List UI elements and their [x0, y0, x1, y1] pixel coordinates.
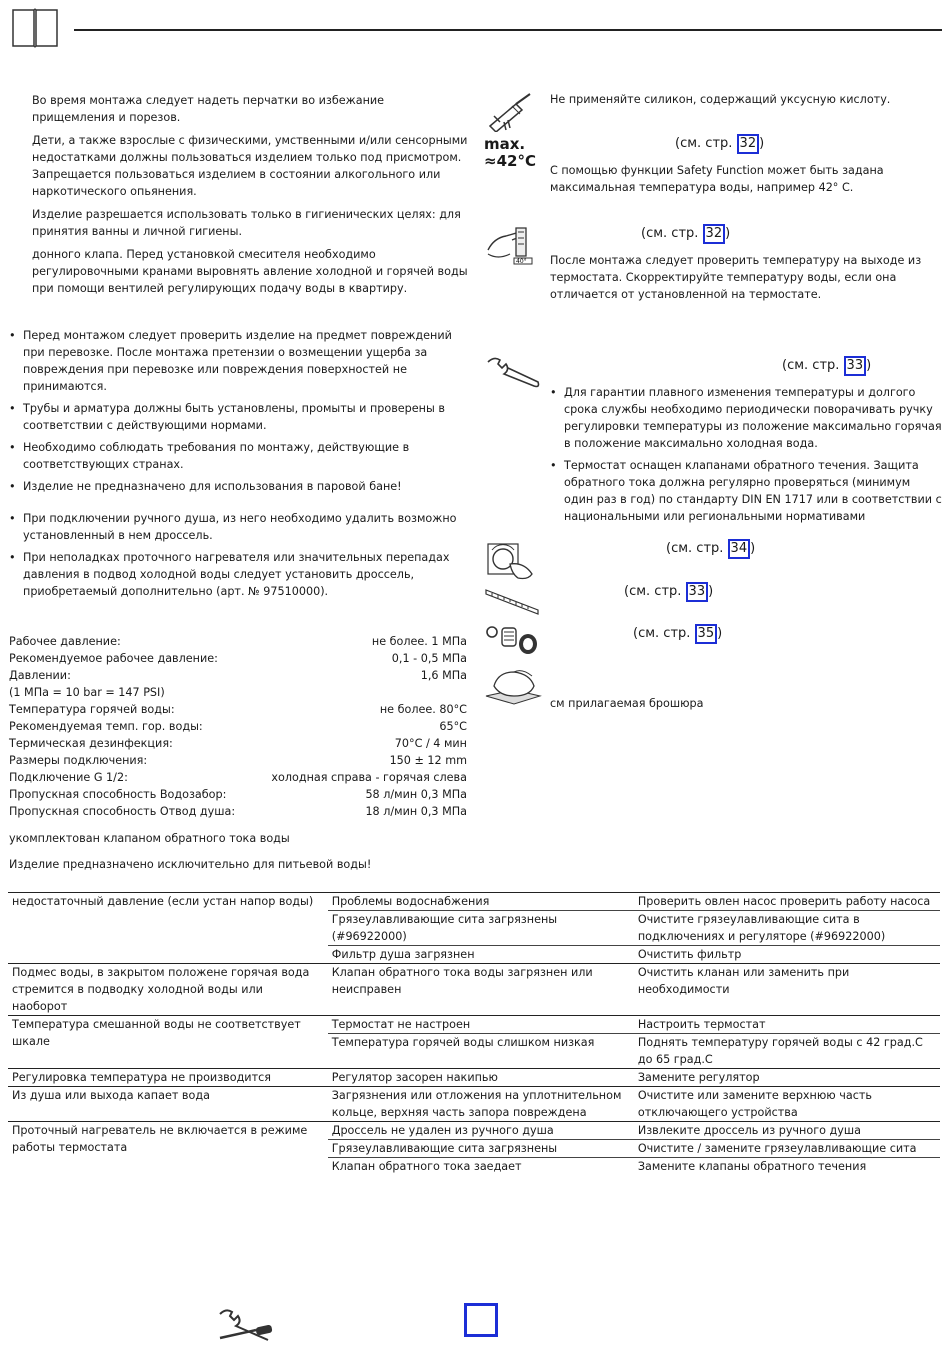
- hand-shower-bullets: [9, 510, 469, 605]
- cause-cell: Регулятор засорен накипью: [328, 1069, 634, 1087]
- scale-icon: [484, 586, 540, 620]
- silicone-gun-icon: [486, 92, 534, 136]
- tools-icon: [216, 1308, 276, 1352]
- spec-row: [9, 718, 467, 735]
- ref-suffix: ): [866, 358, 872, 373]
- table-row: [8, 893, 940, 911]
- table-row: [8, 1122, 940, 1140]
- spec-value: холодная справа - горячая слева: [271, 771, 467, 784]
- cause-cell: Грязеулавливающие сита загрязнены: [328, 1140, 634, 1158]
- troubleshooting-table: [8, 892, 940, 1175]
- ref-page-32a: [675, 134, 764, 154]
- spec-label: Подключение G 1/2:: [9, 771, 128, 784]
- spec-row: [9, 803, 467, 820]
- spec-value: 0,1 - 0,5 МПа: [391, 652, 467, 665]
- safety-paragraph: Изделие разрешается использовать только в гигиенических целях: для принятия ванны и личной гигиены.: [32, 208, 461, 238]
- fault-cell: Из душа или выхода капает вода: [8, 1087, 328, 1122]
- table-row: [8, 964, 940, 1016]
- spec-value: 70°C / 4 мин: [394, 737, 467, 750]
- cause-cell: Грязеулавливающие сита загрязнены (#96922000): [328, 911, 634, 946]
- spec-value: не более. 80°C: [379, 703, 467, 716]
- spec-label: Рекомендуемое рабочее давление:: [9, 652, 218, 665]
- spec-value: 150 ± 12 mm: [389, 754, 467, 767]
- fault-cell: Регулировка температура не производится: [8, 1069, 328, 1087]
- spec-row: [9, 650, 467, 667]
- ref-suffix: ): [759, 136, 765, 151]
- ref-page-33a: [782, 356, 871, 376]
- spec-value: не более. 1 МПа: [371, 635, 467, 648]
- knob-turn-icon: [484, 540, 538, 586]
- spec-value: 58 л/мин 0,3 МПа: [365, 788, 467, 801]
- page-ref-link[interactable]: 32: [703, 224, 726, 244]
- ref-prefix: (см. стр.: [641, 226, 699, 241]
- ref-prefix: (см. стр.: [675, 136, 733, 151]
- spec-label: Рабочее давление:: [9, 635, 121, 648]
- maintenance-bullet: • Термостат оснащен клапанами обратного течения. Защита обратного тока должна регулярно проверяться (минимум один раз в год) по стандарту DIN EN 1717 или в соответствии с национальными или региональными нормативами: [550, 457, 942, 525]
- spec-row: [9, 769, 467, 786]
- cause-cell: Фильтр душа загрязнен: [328, 946, 634, 964]
- remedy-cell: Настроить термостат: [634, 1016, 940, 1034]
- check-valve-note: укомплектован клапаном обратного тока воды: [9, 832, 290, 845]
- safety-function-text: С помощью функции Safety Function может быть задана максимальная температура воды, например 42° C.: [550, 164, 884, 194]
- spec-label: Температура горячей воды:: [9, 703, 175, 716]
- page-ref-link[interactable]: 33: [686, 582, 709, 602]
- maintenance-bullets: [550, 384, 942, 530]
- spec-row: [9, 701, 467, 718]
- thermostat-hand-icon: [486, 220, 538, 270]
- install-bullet: • Изделие не предназначено для использования в паровой бане!: [9, 478, 469, 495]
- remedy-cell: Очистите или замените верхнюю часть отключающего устройства: [634, 1087, 940, 1122]
- cause-cell: Температура горячей воды слишком низкая: [328, 1034, 634, 1069]
- silicone-note: Не применяйте силикон, содержащий уксусную кислоту.: [550, 93, 891, 106]
- safety-paragraph: Дети, а также взрослые с физическими, умственными и/или сенсорными недостатками должны пользоваться изделием только под присмотром. Запрещается пользоваться изделием в состоянии алкогольного или наркотического опьянения.: [32, 134, 468, 198]
- max-temp-label: ≈42°C: [484, 152, 536, 170]
- remedy-cell: Очистите грязеулавливающие сита в подключениях и регуляторе (#96922000): [634, 911, 940, 946]
- spec-row: [9, 752, 467, 769]
- spec-row: [9, 633, 467, 650]
- spec-value: 18 л/мин 0,3 МПа: [365, 805, 467, 818]
- ref-suffix: ): [717, 626, 723, 641]
- remedy-cell: Поднять температуру горячей воды с 42 град.С до 65 град.С: [634, 1034, 940, 1069]
- ref-prefix: (см. стр.: [624, 584, 682, 599]
- header-rule: [74, 29, 942, 31]
- fault-cell: Проточный нагреватель не включается в режиме работы термостата: [8, 1122, 328, 1176]
- wrench-icon: [484, 354, 542, 394]
- fault-cell: недостаточный давление (если устан напор воды): [8, 893, 328, 964]
- cause-cell: Термостат не настроен: [328, 1016, 634, 1034]
- hand-shower-bullet: • При неполадках проточного нагревателя или значительных перепадах давления в подвод холодной воды следует установить дроссель, приобретаемый дополнительно (арт. № 97510000).: [9, 549, 469, 600]
- ref-page-35: [633, 624, 722, 644]
- cleaning-hand-icon: [484, 666, 542, 710]
- ref-page-32b: [641, 224, 730, 244]
- brochure-note: см прилагаемая брошюра: [550, 697, 704, 710]
- spec-label: Пропускная способность Отвод душа:: [9, 805, 236, 818]
- cause-cell: Дроссель не удален из ручного душа: [328, 1122, 634, 1140]
- remedy-cell: Извлеките дроссель из ручного душа: [634, 1122, 940, 1140]
- maintenance-bullet: • Для гарантии плавного изменения температуры и долгого срока службы необходимо периодически поворачивать ручку регулировки температуры из положение максимально горячая в положение максимально холодная вода.: [550, 384, 942, 452]
- cause-cell: Клапан обратного тока воды загрязнен или неисправен: [328, 964, 634, 1016]
- cause-cell: Проблемы водоснабжения: [328, 893, 634, 911]
- ref-suffix: ): [708, 584, 714, 599]
- page-ref-link[interactable]: 32: [737, 134, 760, 154]
- spec-label: Давлении:: [9, 669, 71, 682]
- max-label: max.: [484, 135, 526, 153]
- safety-section: [32, 92, 468, 303]
- spec-value: 65°C: [439, 720, 467, 733]
- install-bullet: • Трубы и арматура должны быть установлены, промыты и проверены в соответствии с действующими нормами.: [9, 400, 469, 434]
- ref-prefix: (см. стр.: [782, 358, 840, 373]
- open-book-icon: [10, 6, 60, 52]
- valve-parts-icon: [484, 622, 542, 662]
- ref-prefix: (см. стр.: [633, 626, 691, 641]
- remedy-cell: Замените регулятор: [634, 1069, 940, 1087]
- hand-shower-bullet: • При подключении ручного душа, из него необходимо удалить возможно установленный в нем дроссель.: [9, 510, 469, 544]
- remedy-cell: Очистите / замените грязеулавливающие сита: [634, 1140, 940, 1158]
- table-row: [8, 1087, 940, 1122]
- spec-row: [9, 667, 467, 684]
- ref-page-34: [666, 539, 755, 559]
- svg-text:40°: 40°: [516, 258, 527, 265]
- spec-row: [9, 735, 467, 752]
- troubleshooting-section: [8, 892, 940, 1175]
- install-bullet: • Необходимо соблюдать требования по монтажу, действующие в соответствующих странах.: [9, 439, 469, 473]
- install-bullets: [9, 327, 469, 500]
- drinking-water-note: Изделие предназначено исключительно для питьевой воды!: [9, 858, 372, 871]
- spec-label: Размеры подключения:: [9, 754, 148, 767]
- ref-prefix: (см. стр.: [666, 541, 724, 556]
- remedy-cell: Замените клапаны обратного течения: [634, 1158, 940, 1176]
- table-row: [8, 1069, 940, 1087]
- ref-suffix: ): [725, 226, 731, 241]
- thermostat-check-text: После монтажа следует проверить температуру на выходе из термостата. Скорректируйте температуру воды, если она отличается от установленной на термостате.: [550, 254, 922, 301]
- remedy-cell: Проверить овлен насос проверить работу насоса: [634, 893, 940, 911]
- spec-label: Термическая дезинфекция:: [9, 737, 173, 750]
- page-ref-link[interactable]: 34: [728, 539, 751, 559]
- fault-cell: Температура смешанной воды не соответствует шкале: [8, 1016, 328, 1069]
- ref-page-33b: [624, 582, 713, 602]
- spec-label: (1 МПа = 10 bar = 147 PSI): [9, 686, 165, 699]
- install-bullet: • Перед монтажом следует проверить изделие на предмет повреждений при перевозке. После монтажа претензии о возмещении ущерба за повреждения при перевозке или повреждения поверхностей не принимаются.: [9, 327, 469, 395]
- remedy-cell: Очистить фильтр: [634, 946, 940, 964]
- cause-cell: Загрязнения или отложения на уплотнительном кольце, верхняя часть запора повреждена: [328, 1087, 634, 1122]
- safety-paragraph: донного клапа. Перед установкой смесителя необходимо регулировочными кранами выровнять авление холодной и горячей воды при помощи вентилей регулирующих подачу воды в квартиру.: [32, 248, 468, 295]
- spec-table: [9, 633, 467, 820]
- spec-row: [9, 786, 467, 803]
- cause-cell: Клапан обратного тока заедает: [328, 1158, 634, 1176]
- spec-value: 1,6 МПа: [420, 669, 467, 682]
- page-ref-link[interactable]: 33: [844, 356, 867, 376]
- page-ref-link[interactable]: 35: [695, 624, 718, 644]
- spec-label: Рекомендуемая темп. гор. воды:: [9, 720, 203, 733]
- safety-paragraph: Во время монтажа следует надеть перчатки во избежание прищемления и порезов.: [32, 94, 385, 124]
- remedy-cell: Очистить кланан или заменить при необходимости: [634, 964, 940, 1016]
- spec-row: [9, 684, 467, 701]
- fault-cell: Подмес воды, в закрытом положене горячая вода стремится в подводку холодной воды или наоборот: [8, 964, 328, 1016]
- spec-label: Пропускная способность Водозабор:: [9, 788, 227, 801]
- page-number-box: [464, 1303, 498, 1337]
- table-row: [8, 1016, 940, 1034]
- ref-suffix: ): [750, 541, 756, 556]
